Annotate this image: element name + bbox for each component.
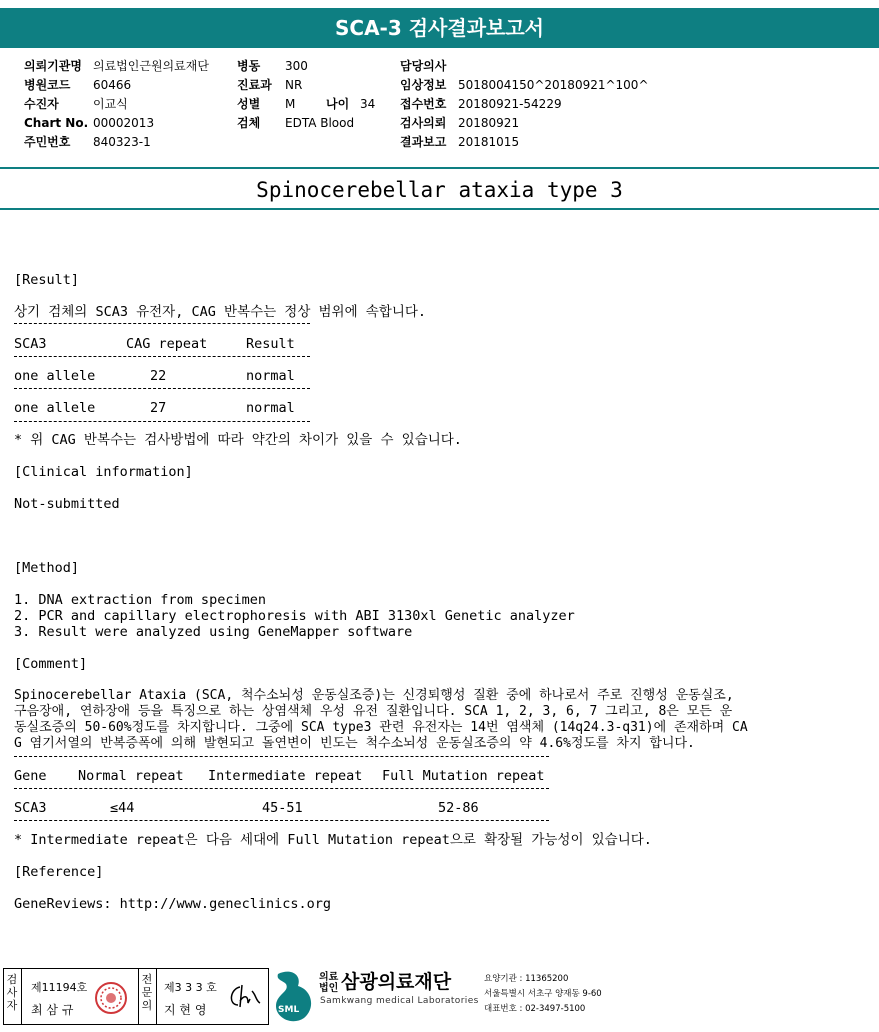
specimen-label: 검체 xyxy=(237,116,261,130)
clinical-info-value: 5018004150^20180921^100^ xyxy=(458,78,649,92)
signature-icon xyxy=(226,981,262,1011)
sig-divider xyxy=(21,969,22,1024)
patient-value: 이교식 xyxy=(93,97,128,111)
logo-english: Samkwang medical Laboratories xyxy=(320,996,479,1006)
doctor-label: 담당의사 xyxy=(400,59,447,73)
ward-label: 병동 xyxy=(237,59,261,73)
info-code: 요양기관 : 11365200 xyxy=(484,974,569,984)
header-divider xyxy=(0,167,879,169)
result-row1-repeat: 22 xyxy=(150,368,167,384)
method-item-2: 2. PCR and capillary electrophoresis with ABI 3130xl Genetic analyzer xyxy=(14,608,575,624)
sig-divider xyxy=(156,969,157,1024)
info-phone: 대표번호 : 02-3497-5100 xyxy=(484,1004,586,1014)
examiner-name: 최 삼 규 xyxy=(31,1003,74,1017)
gene-table-rule xyxy=(14,788,549,789)
sig-divider xyxy=(138,969,139,1024)
gene-row-gene: SCA3 xyxy=(14,800,47,816)
examiner-label: 검사자 xyxy=(6,973,18,1012)
clinical-text: Not-submitted xyxy=(14,496,120,512)
test-title: Spinocerebellar ataxia type 3 xyxy=(256,178,623,202)
gene-table-rule xyxy=(14,820,549,821)
gene-col-intermediate: Intermediate repeat xyxy=(208,768,363,784)
hospital-code-value: 60466 xyxy=(93,78,132,92)
specialist-name: 지 현 영 xyxy=(164,1003,207,1017)
request-date-label: 검사의뢰 xyxy=(400,116,447,130)
org-value: 의료법인근원의료재단 xyxy=(93,59,209,73)
specialist-license: 제3 3 3 호 xyxy=(164,981,217,994)
report-title: SCA-3 검사결과보고서 xyxy=(0,8,879,48)
comment-line-2: 구음장애, 연하장애 등을 특징으로 하는 상염색체 우성 유전 질환입니다. SCA 1, 2, 3, 6, 7 그리고, 8은 모든 운 xyxy=(14,704,733,719)
gene-col-full: Full Mutation repeat xyxy=(382,768,545,784)
result-col-gene: SCA3 xyxy=(14,336,47,352)
info-address: 서울특별시 서초구 양재동 9-60 xyxy=(484,989,602,999)
specimen-value: EDTA Blood xyxy=(285,116,355,130)
age-label: 나이 xyxy=(326,97,350,111)
reference-heading: [Reference] xyxy=(14,864,104,880)
logo-prefix: 의료 법인 xyxy=(319,972,339,994)
result-row2-repeat: 27 xyxy=(150,400,167,416)
title-divider xyxy=(0,208,879,210)
report-date-value: 20181015 xyxy=(458,135,520,149)
ward-value: 300 xyxy=(285,59,308,73)
clinical-heading: [Clinical information] xyxy=(14,464,193,480)
comment-line-3: 동실조증의 50-60%정도를 차지합니다. 그중에 SCA type3 관련 유전자는 14번 염색체 (14q24.3-q31)에 존재하며 CA xyxy=(14,720,748,735)
result-heading: [Result] xyxy=(14,272,80,288)
gene-row-full: 52-86 xyxy=(438,800,479,816)
report-date-label: 결과보고 xyxy=(400,135,447,149)
reference-text: GeneReviews: http://www.geneclinics.org xyxy=(14,896,331,912)
receipt-no-label: 접수번호 xyxy=(400,97,447,111)
specialist-label: 전문의 xyxy=(141,973,153,1012)
gene-row-intermediate: 45-51 xyxy=(262,800,303,816)
comment-line-1: Spinocerebellar Ataxia (SCA, 척수소뇌성 운동실조증)는 신경퇴행성 질환 중에 하나로서 주로 진행성 운동실조, xyxy=(14,688,734,703)
resident-no-value: 840323-1 xyxy=(93,135,151,149)
gene-col-gene: Gene xyxy=(14,768,47,784)
method-heading: [Method] xyxy=(14,560,80,576)
result-row2-result: normal xyxy=(246,400,295,416)
request-date-value: 20180921 xyxy=(458,116,520,130)
age-value: 34 xyxy=(360,97,376,111)
result-row1-result: normal xyxy=(246,368,295,384)
comment-line-4: G 염기서열의 반복증폭에 의해 발현되고 돌연변이 빈도는 척수소뇌성 운동실조증의 약 4.6%정도를 차지 합니다. xyxy=(14,736,695,751)
footer xyxy=(0,963,879,1032)
logo-badge-text: SML xyxy=(278,1005,300,1015)
department-value: NR xyxy=(285,78,303,92)
result-table-rule xyxy=(14,323,310,324)
signature-box xyxy=(3,968,269,1025)
logo-name: 삼광의료재단 xyxy=(341,971,452,993)
header-col2 xyxy=(237,57,375,133)
clinical-info-label: 임상정보 xyxy=(400,78,447,92)
samkwang-logo-icon xyxy=(272,968,318,1024)
header-col3 xyxy=(400,57,649,152)
comment-heading: [Comment] xyxy=(14,656,88,672)
result-row1-allele: one allele xyxy=(14,368,96,384)
result-summary: 상기 검체의 SCA3 유전자, CAG 반복수는 정상 범위에 속합니다. xyxy=(14,304,427,320)
comment-note: * Intermediate repeat은 다음 세대에 Full Mutation repeat으로 확장될 가능성이 있습니다. xyxy=(14,832,652,848)
chart-no-value: 00002013 xyxy=(93,116,155,130)
gene-col-normal: Normal repeat xyxy=(78,768,184,784)
chart-no-label: Chart No. xyxy=(24,116,89,130)
result-table-rule xyxy=(14,421,310,422)
result-note: * 위 CAG 반복수는 검사방법에 따라 약간의 차이가 있을 수 있습니다. xyxy=(14,432,462,448)
hospital-code-label: 병원코드 xyxy=(24,78,71,92)
gene-row-normal: ≤44 xyxy=(110,800,135,816)
result-table-rule xyxy=(14,356,310,357)
receipt-no-value: 20180921-54229 xyxy=(458,97,562,111)
method-item-1: 1. DNA extraction from specimen xyxy=(14,592,266,608)
method-item-3: 3. Result were analyzed using GeneMapper software xyxy=(14,624,413,640)
resident-no-label: 주민번호 xyxy=(24,135,71,149)
header-col1 xyxy=(24,57,209,152)
patient-label: 수진자 xyxy=(24,97,59,111)
examiner-seal-icon xyxy=(94,981,128,1015)
result-col-repeat: CAG repeat xyxy=(126,336,208,352)
sex-label: 성별 xyxy=(237,97,261,111)
result-row2-allele: one allele xyxy=(14,400,96,416)
result-table-rule xyxy=(14,388,310,389)
department-label: 진료과 xyxy=(237,78,272,92)
org-label: 의뢰기관명 xyxy=(24,59,82,73)
gene-table-rule xyxy=(14,756,549,757)
examiner-license: 제11194호 xyxy=(31,981,88,994)
sex-value: M xyxy=(285,97,296,111)
result-col-result: Result xyxy=(246,336,295,352)
